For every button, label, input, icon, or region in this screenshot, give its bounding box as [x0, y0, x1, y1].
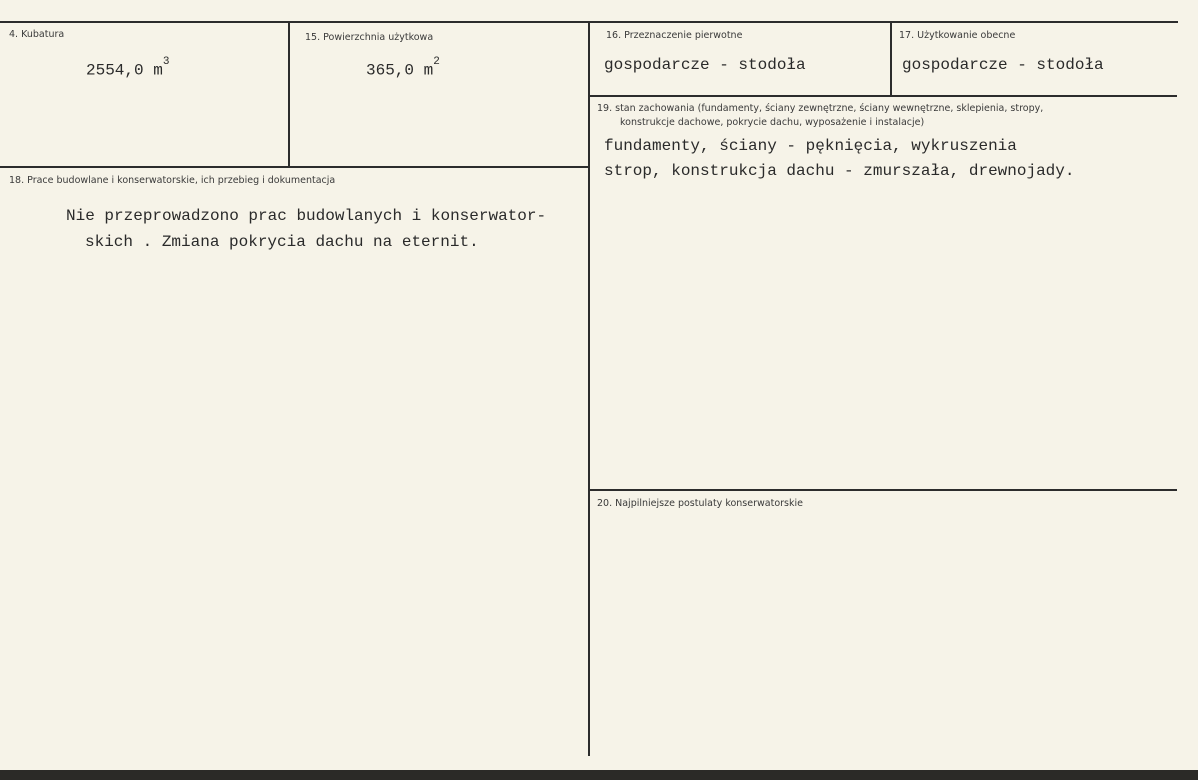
stan-line-1: fundamenty, ściany - pęknięcia, wykruszenia: [604, 137, 1017, 155]
stan-line-2: strop, konstrukcja dachu - zmurszała, drewnojady.: [604, 162, 1075, 180]
postulaty-label: 20. Najpilniejsze postulaty konserwatorskie: [597, 498, 803, 509]
uzytkowanie-label: 17. Użytkowanie obecne: [899, 30, 1016, 41]
prace-line-2: skich . Zmiana pokrycia dachu na eternit.: [85, 233, 479, 251]
przeznaczenie-label: 16. Przeznaczenie pierwotne: [606, 30, 743, 41]
rule-18-top: [0, 166, 589, 168]
rule-20-top: [589, 489, 1177, 491]
divider-right-boxes: [890, 22, 892, 96]
divider-center: [588, 22, 590, 756]
prace-line-1: Nie przeprowadzono prac budowlanych i konserwator-: [66, 207, 547, 225]
kubatura-exponent: 3: [162, 56, 170, 68]
powierzchnia-number: 365,0 m: [366, 61, 434, 80]
rule-19-top: [589, 95, 1177, 97]
kubatura-number: 2554,0 m: [86, 61, 163, 80]
powierzchnia-value: [366, 53, 440, 84]
stan-label-line-2: konstrukcje dachowe, pokrycie dachu, wyposażenie i instalacje): [620, 117, 925, 128]
powierzchnia-exponent: 2: [433, 56, 440, 68]
kubatura-value: [86, 53, 169, 84]
powierzchnia-label: 15. Powierzchnia użytkowa: [305, 32, 434, 43]
prace-label: 18. Prace budowlane i konserwatorskie, ich przebieg i dokumentacja: [9, 175, 336, 186]
uzytkowanie-value: gospodarcze - stodoła: [902, 56, 1104, 74]
divider-left-boxes: [288, 22, 290, 166]
stan-label-line-1: 19. stan zachowania (fundamenty, ściany zewnętrzne, ściany wewnętrzne, sklepienia, stropy,: [597, 103, 1044, 114]
kubatura-label: 4. Kubatura: [9, 29, 65, 40]
przeznaczenie-value: gospodarcze - stodoła: [604, 56, 806, 74]
